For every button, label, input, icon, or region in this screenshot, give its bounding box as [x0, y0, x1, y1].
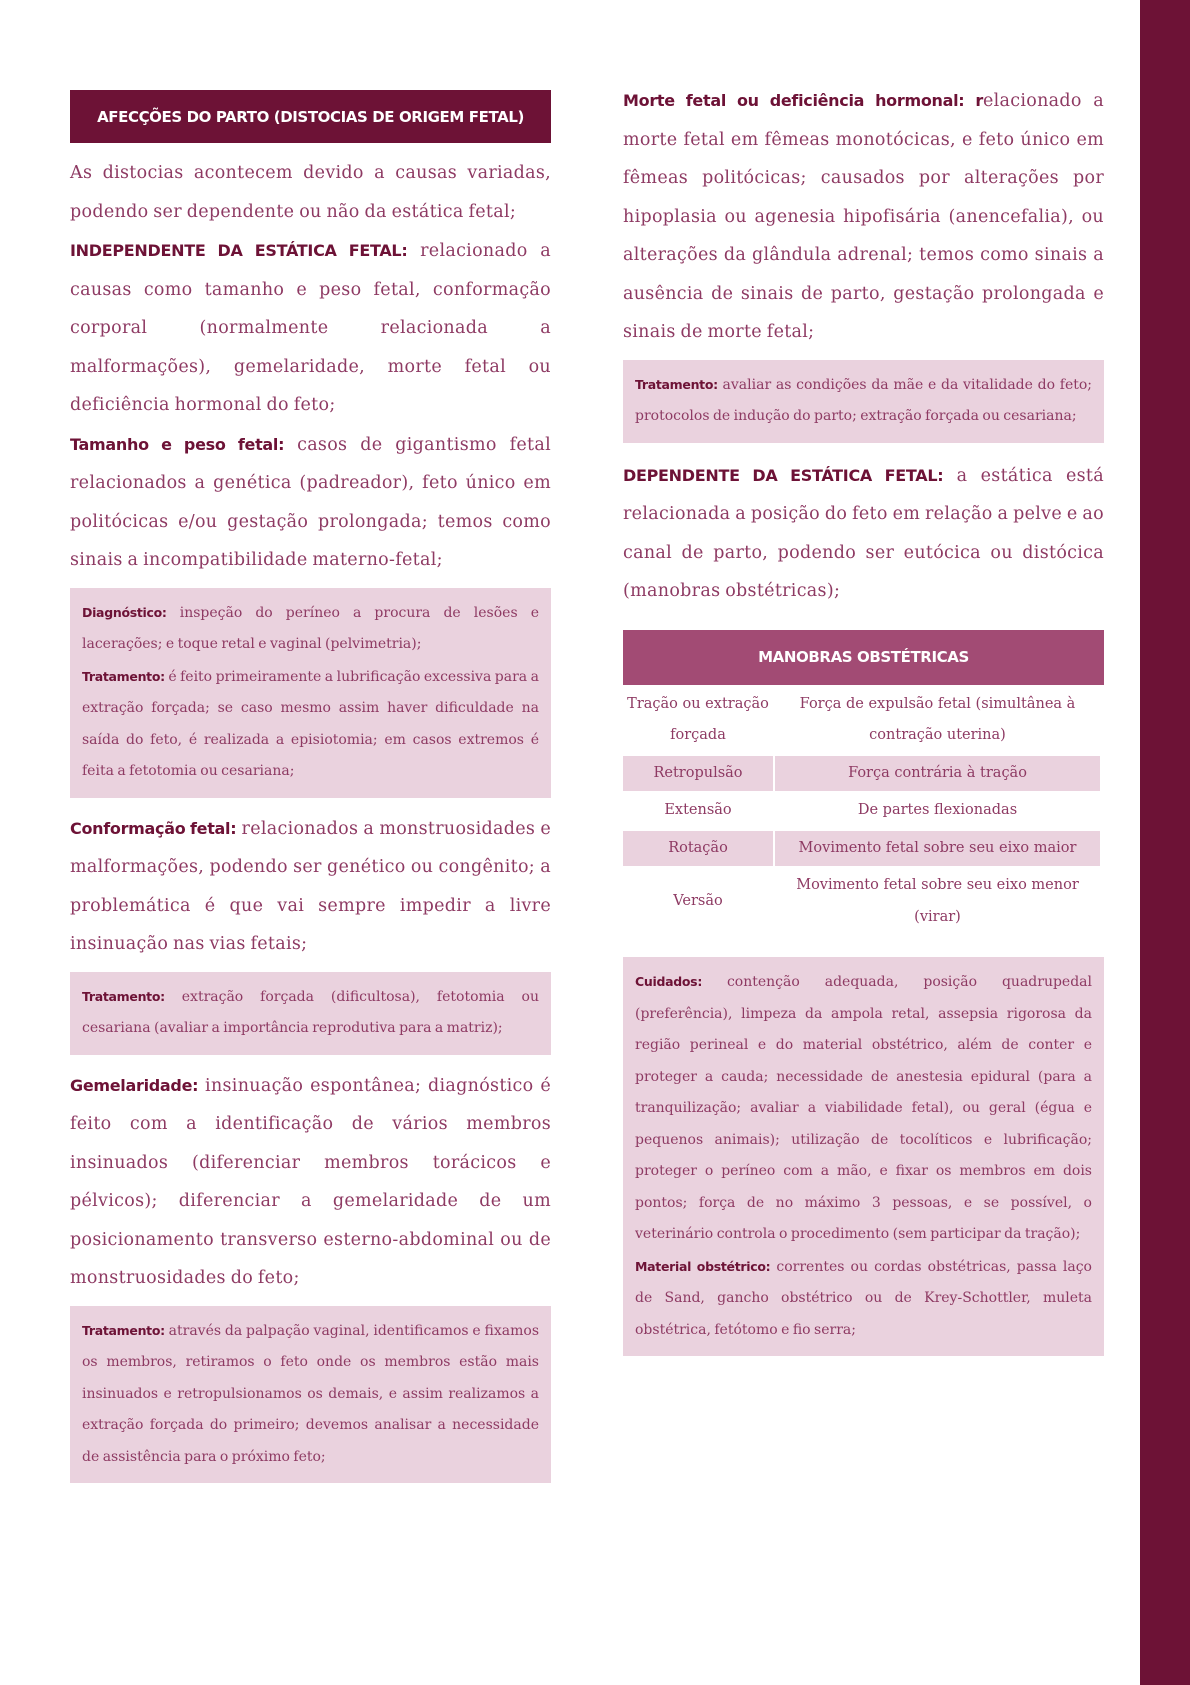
manobras-table	[621, 685, 1102, 938]
cuidados-box	[623, 957, 1104, 1356]
dependente-text: a estática está relacionada a posição do feto em relação a pelve e ao canal de parto, podendo ser eutócica ou distócica (manobras obstétricas);	[623, 465, 1104, 601]
table-cell: Tração ou extração forçada	[627, 695, 769, 743]
morte-fetal-label: Morte fetal ou deficiência hormonal: r	[623, 91, 983, 110]
tamanho-text: casos de gigantismo fetal relacionados a genética (padreador), feto único em politócicas e/ou gestação prolongada; temos como sinais a incompatibilidade materno-fetal;	[70, 434, 551, 570]
morte-fetal-box	[623, 360, 1104, 443]
right-column	[623, 90, 1104, 1368]
tratamento-label: Tratamento:	[82, 988, 165, 1004]
section-header: AFECÇÕES DO PARTO (DISTOCIAS DE ORIGEM FETAL)	[70, 90, 551, 143]
tratamento-note	[82, 1315, 539, 1474]
conformacao-paragraph	[70, 810, 551, 964]
tratamento-note	[82, 661, 539, 788]
gemelaridade-text: insinuação espontânea; diagnóstico é feito com a identificação de vários membros insinuados (diferenciar membros torácicos e pélvicos); diferenciar a gemelaridade de um posicionamento transverso esterno-abdominal ou de monstruosidades do feto;	[70, 1075, 551, 1288]
diagnostico-text: inspeção do períneo a procura de lesões e lacerações; e toque retal e vaginal (pelvimetria);	[82, 604, 539, 652]
table-cell: Retropulsão	[623, 756, 773, 792]
tratamento-text: é feito primeiramente a lubrificação excessiva para a extração forçada; se caso mesmo assim haver dificuldade na saída do feto, é realizada a episiotomia; em casos extremos é feita a fetotomia ou cesariana;	[82, 668, 539, 779]
cuidados-note	[635, 966, 1092, 1251]
gemelaridade-paragraph	[70, 1067, 551, 1298]
diagnostico-label: Diagnóstico:	[82, 604, 167, 620]
tratamento-label: Tratamento:	[82, 1322, 165, 1338]
morte-fetal-text: elacionado a morte fetal em fêmeas monotócicas, e feto único em fêmeas politócicas; causados por alterações por hipoplasia ou agenesia hipofisária (anencefalia), ou alterações da glândula adrenal; temos como sinais a ausência de sinais de parto, gestação prolongada e sinais de morte fetal;	[623, 91, 1104, 342]
table-cell: Força contrária à tração	[775, 756, 1100, 792]
tratamento-label: Tratamento:	[82, 668, 165, 684]
conformacao-text: relacionados a monstruosidades e malformações, podendo ser genético ou congênito; a problemática é que vai sempre impedir a livre insinuação nas vias fetais;	[70, 818, 551, 954]
morte-fetal-paragraph	[623, 82, 1104, 352]
gemelaridade-label: Gemelaridade:	[70, 1075, 199, 1095]
cuidados-label: Cuidados:	[635, 974, 703, 989]
page-side-bar	[1140, 0, 1190, 1685]
tratamento-text: extração forçada (dificultosa), fetotomia ou cesariana (avaliar a importância reprodutiva para a matriz);	[82, 988, 539, 1036]
conformacao-label: Conformação fetal:	[70, 818, 237, 838]
table-cell: De partes flexionadas	[857, 802, 1018, 818]
independente-label: INDEPENDENTE DA ESTÁTICA FETAL:	[70, 241, 408, 260]
table-row	[623, 687, 1100, 754]
table-cell: Versão	[673, 892, 723, 909]
dependente-paragraph	[623, 457, 1104, 611]
table-row	[623, 793, 1100, 829]
diagnostico-box	[70, 588, 551, 798]
table-row	[623, 756, 1100, 792]
tratamento-label: Tratamento:	[635, 376, 718, 392]
table-cell: Extensão	[664, 802, 732, 818]
gemelaridade-box	[70, 1306, 551, 1484]
table-cell: Rotação	[623, 831, 773, 867]
left-column	[70, 90, 551, 1495]
cuidados-text: contenção adequada, posição quadrupedal (preferência), limpeza da ampola retal, assepsia rigorosa da região perineal e do material obstétrico, além de conter e proteger a cauda; necessidade de anestesia epidural (para a tranquilização; avaliar a viabilidade fetal), ou geral (égua e pequenos animais); utilização de tocolíticos e lubrificação; proteger o períneo com a mão, e fixar os membros em dois pontos; força de no máximo 3 pessoas, e se possível, o veterinário controla o procedimento (sem participar da tração);	[635, 974, 1092, 1242]
manobras-table-header: MANOBRAS OBSTÉTRICAS	[623, 630, 1104, 685]
material-note	[635, 1251, 1092, 1347]
tamanho-label: Tamanho e peso fetal:	[70, 434, 285, 454]
material-label: Material obstétrico:	[635, 1258, 771, 1274]
table-cell: Movimento fetal sobre seu eixo menor (virar)	[796, 877, 1079, 925]
tratamento-text: avaliar as condições da mãe e da vitalidade do feto; protocolos de indução do parto; extração forçada ou cesariana;	[635, 376, 1092, 424]
table-row	[623, 831, 1100, 867]
dependente-label: DEPENDENTE DA ESTÁTICA FETAL:	[623, 465, 944, 485]
tratamento-note	[82, 981, 539, 1045]
tamanho-paragraph	[70, 426, 551, 580]
diagnostico-note	[82, 597, 539, 661]
independente-paragraph	[70, 232, 551, 425]
table-cell: Força de expulsão fetal (simultânea à contração uterina)	[799, 695, 1076, 743]
independente-text: relacionado a causas como tamanho e peso fetal, conformação corporal (normalmente relacionada a malformações), gemelaridade, morte fetal ou deficiência hormonal do feto;	[70, 241, 551, 415]
table-cell: Movimento fetal sobre seu eixo maior	[775, 831, 1100, 867]
table-row	[623, 868, 1100, 935]
conformacao-box	[70, 972, 551, 1055]
tratamento-note	[635, 369, 1092, 433]
intro-paragraph: As distocias acontecem devido a causas variadas, podendo ser dependente ou não da estática fetal;	[70, 163, 551, 222]
material-text: correntes ou cordas obstétricas, passa laço de Sand, gancho obstétrico ou de Krey-Schottler, muleta obstétrica, fetótomo e fio serra;	[635, 1258, 1092, 1338]
tratamento-text: através da palpação vaginal, identificamos e fixamos os membros, retiramos o feto onde os membros estão mais insinuados e retropulsionamos os demais, e assim realizamos a extração forçada do primeiro; devemos analisar a necessidade de assistência para o próximo feto;	[82, 1322, 539, 1465]
